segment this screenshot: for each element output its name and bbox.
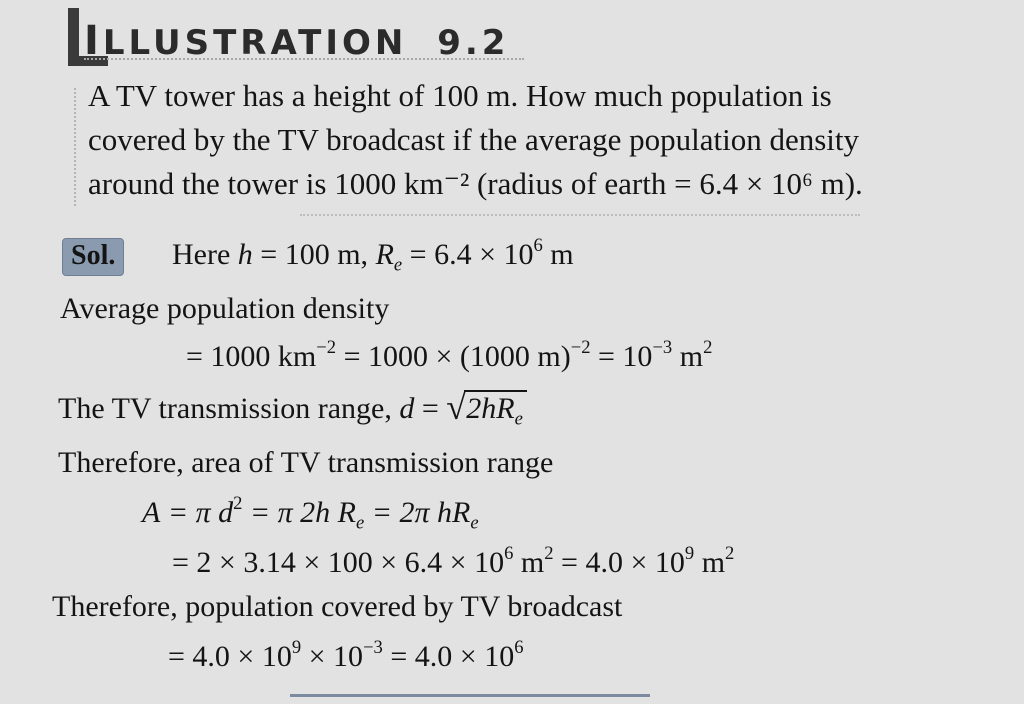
density-eq-c-exp: −3 <box>652 336 673 358</box>
given-values <box>172 234 574 276</box>
density-eq-a: = 1000 km <box>186 340 317 373</box>
area-calc-exp1: 6 <box>504 542 514 564</box>
given-r-sub: e <box>393 254 403 276</box>
range-equation <box>58 387 527 430</box>
range-label: The TV transmission range, <box>58 392 392 425</box>
given-prefix: Here <box>172 238 231 271</box>
area-calc-exp2: 2 <box>544 542 554 564</box>
given-h-value: = 100 m, <box>260 238 369 271</box>
given-r-exp: 6 <box>533 234 543 256</box>
sqrt-symbol: √ $2hR_e$ <box>446 390 527 426</box>
problem-line-3: around the tower is 1000 km⁻² (radius of earth = 6.4 × 10⁶ m). <box>88 166 863 201</box>
density-eq-c-unit: m <box>679 340 704 373</box>
range-var: d <box>399 392 415 425</box>
solution-badge: Sol. <box>62 238 124 276</box>
area-label: Therefore, area of TV transmission range <box>58 446 554 479</box>
population-label: Therefore, population covered by TV broadcast <box>52 590 623 623</box>
heading-number: 9.2 <box>437 23 510 63</box>
range-radicand-sub: e <box>514 408 523 430</box>
density-label: Average population density <box>60 292 390 325</box>
problem-divider <box>300 214 860 216</box>
area-calc-exp4: 2 <box>725 542 735 564</box>
problem-line-2: covered by the TV broadcast if the average population density <box>88 122 860 157</box>
pop-calc-exp1: 9 <box>291 636 302 658</box>
area-calc-unit1: m <box>520 546 545 579</box>
area-formula <box>142 492 479 534</box>
pop-calc-exp2: −3 <box>363 636 383 658</box>
given-r-value: = 6.4 × 10 <box>409 238 534 271</box>
area-eq1: = π d <box>167 496 234 529</box>
problem-line-1: A TV tower has a height of 100 m. How much population is <box>88 78 832 113</box>
heading-text: LLUSTRATION <box>102 23 408 63</box>
given-r-var: R <box>375 238 394 271</box>
density-eq-a-exp: −2 <box>316 336 337 358</box>
given-h-var: h <box>237 238 253 271</box>
pop-calc-exp3: 6 <box>514 636 524 658</box>
density-eq-b: = 1000 × (1000 m) <box>343 340 571 373</box>
area-eq2-sub: e <box>356 512 365 534</box>
pop-calc-a: = 4.0 × 10 <box>168 640 292 673</box>
heading-first-letter: I <box>84 18 103 64</box>
range-equals: = <box>421 392 439 425</box>
area-eq2: = π 2h R <box>249 496 357 529</box>
area-calculation <box>172 542 735 580</box>
illustration-heading <box>84 18 509 64</box>
population-calculation <box>168 636 524 674</box>
pop-calc-c: = 4.0 × 10 <box>390 640 515 673</box>
area-calc-unit2: m <box>701 546 726 579</box>
density-eq-c: = 10 <box>598 340 653 373</box>
area-calc: = 2 × 3.14 × 100 × 6.4 × 10 <box>172 546 505 579</box>
area-calc-result: = 4.0 × 10 <box>561 546 685 579</box>
area-var: A <box>142 496 161 529</box>
pop-calc-b: × 10 <box>308 640 364 673</box>
density-eq-c-unit-exp: 2 <box>703 336 713 358</box>
density-equation <box>186 336 713 374</box>
area-eq3-sub: e <box>470 512 479 534</box>
range-radicand: 2hR <box>466 392 515 425</box>
problem-side-rule <box>74 88 76 206</box>
area-eq3: = 2π hR <box>371 496 471 529</box>
given-r-unit: m <box>550 238 574 271</box>
density-eq-b-exp: −2 <box>570 336 591 358</box>
page-bottom-rule <box>290 694 650 697</box>
area-calc-exp3: 9 <box>684 542 695 564</box>
area-eq1-exp: 2 <box>233 492 243 514</box>
